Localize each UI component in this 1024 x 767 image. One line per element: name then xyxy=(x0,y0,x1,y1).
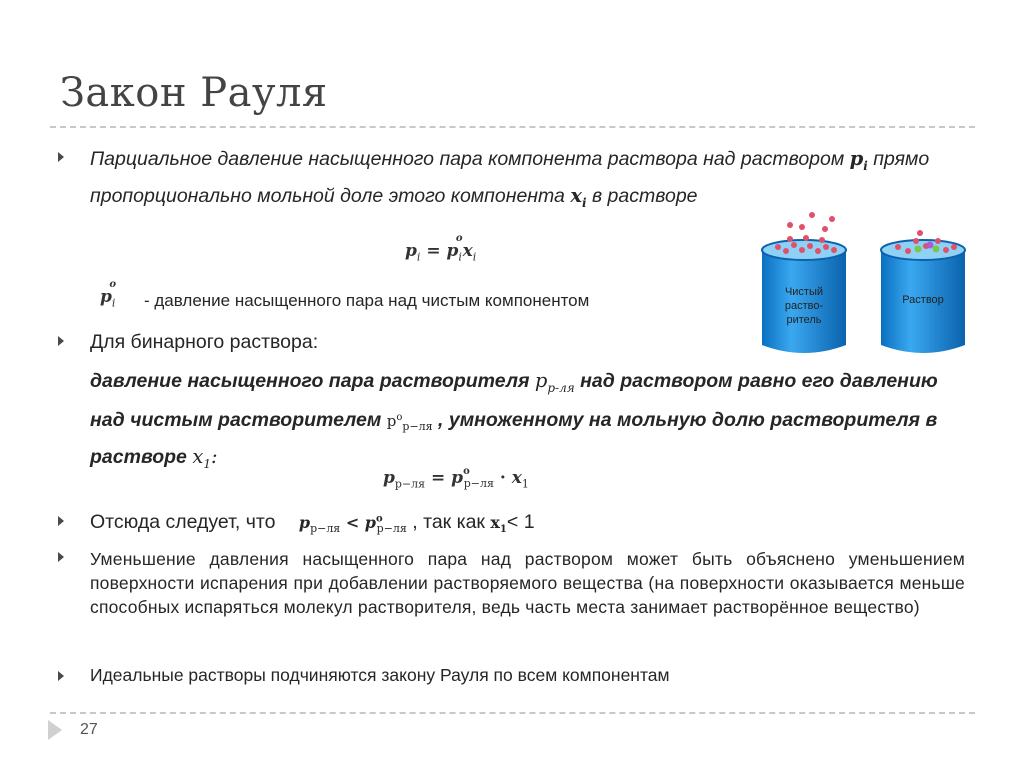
pure-solvent-label-1: Чистый xyxy=(784,286,824,298)
bullet-1-part-1: Парциальное давление насыщенного пара компонента раствора над раствором xyxy=(90,148,845,170)
pure-solvent-jar xyxy=(762,212,846,353)
bullet-arrow-icon xyxy=(58,152,64,162)
detail-part-2: над раствором равно его давлению над чистым растворителем xyxy=(90,370,938,431)
symbol-p-i-0: $p_i^o$ xyxy=(100,279,117,310)
bullet-1-part-2: прямо пропорционально мольной доле этого компонента xyxy=(90,148,930,207)
symbol-p0-solvent: $p^o_{р-ля}$ xyxy=(386,411,433,433)
slide-title: Закон Рауля xyxy=(60,70,328,116)
pure-solvent-label-2: раство- xyxy=(784,300,824,312)
solution-jar xyxy=(881,230,965,353)
bullet-1-part-3: в растворе xyxy=(591,184,698,207)
bullet-2-text: Для бинарного раствора: xyxy=(90,331,319,353)
bullet-3-part-1: Отсюда следует, что xyxy=(90,511,276,533)
detail-part-1: давление насыщенного пара растворителя xyxy=(90,370,530,392)
bullet-4-text: Уменьшение давления насыщенного пара над раствором может быть объяснено уменьшением поверхности испарения при добавлении растворяемого вещества (на поверхности оказывается меньше способных испаряться молекул растворителя, ведь часть места занимает растворённое вещество) xyxy=(90,549,965,617)
page-number: 27 xyxy=(80,721,98,738)
footer-divider xyxy=(50,712,975,714)
formula-raoult: $p_i = p_i^ox_i$ xyxy=(405,233,477,264)
bullet-arrow-icon xyxy=(58,552,64,562)
symbol-x1: $x_1$: xyxy=(192,444,218,471)
pure-solvent-label-3: ритель xyxy=(786,314,822,326)
inequality-formula: $p_{р-ля} < p^o_{р-ля}$ xyxy=(298,513,407,536)
symbol-p-i: $p_i$ xyxy=(849,147,868,173)
detail-part-3: , умноженному на мольную долю растворителя в растворе xyxy=(90,408,938,468)
page-marker-icon xyxy=(48,720,62,740)
solution-label: Раствор xyxy=(902,294,944,306)
formula-binary: $p_{р-ля} = p^o_{р-ля} \cdot x_1$ xyxy=(383,466,529,491)
bullet-3-part-3: < 1 xyxy=(506,511,535,533)
raoult-illustration xyxy=(750,205,975,365)
bullet-2-detail xyxy=(90,366,950,479)
bullet-3-text xyxy=(90,511,535,535)
symbol-x-i: $x_i$ xyxy=(570,183,587,210)
symbol-x1-inline: $x_1$ xyxy=(490,513,507,536)
bullet-5-text: Идеальные растворы подчиняются закону Рауля по всем компонентам xyxy=(90,665,670,685)
symbol-p-solvent: $p_{р-ля}$ xyxy=(534,369,575,395)
note-pure-component: - давление насыщенного пара над чистым компонентом xyxy=(144,291,590,310)
bullet-arrow-icon xyxy=(58,516,64,526)
bullet-arrow-icon xyxy=(58,336,64,346)
title-divider xyxy=(50,126,975,128)
bullet-3-part-2: , так как xyxy=(412,511,485,533)
bullet-arrow-icon xyxy=(58,671,64,681)
